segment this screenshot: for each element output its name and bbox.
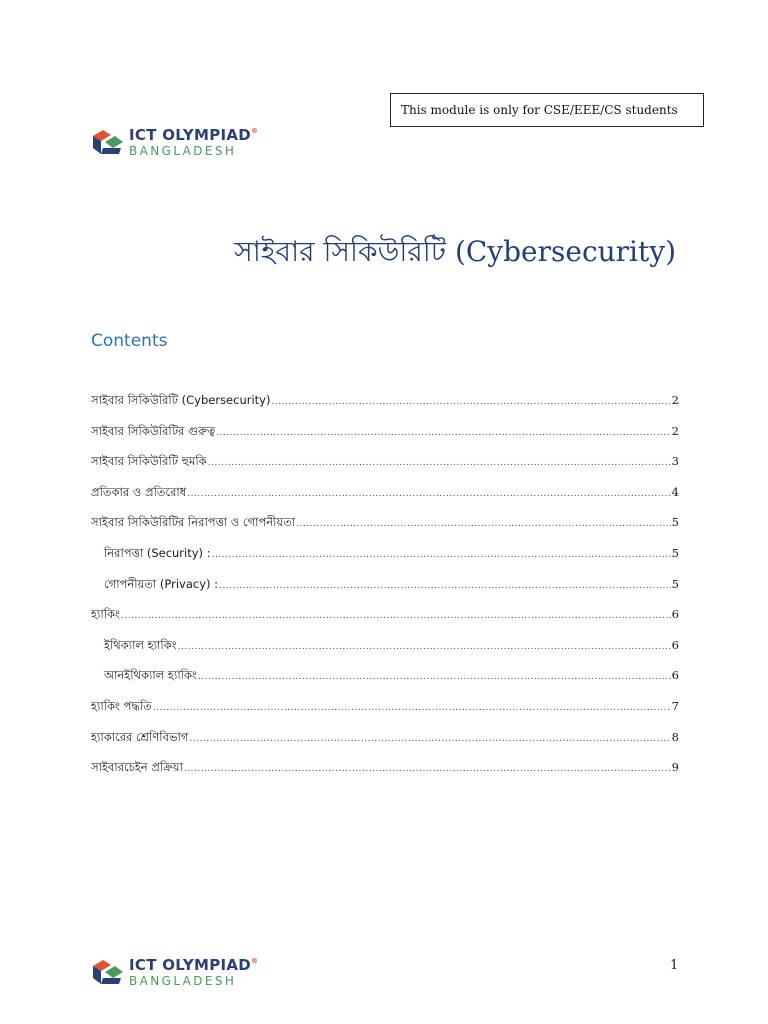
toc-entry[interactable] <box>91 484 679 515</box>
toc-entry-page: 7 <box>671 698 679 713</box>
toc-entry-label: হ্যাকিং <box>91 607 120 622</box>
toc-entry[interactable] <box>91 453 679 484</box>
module-notice-box: This module is only for CSE/EEE/CS students <box>390 93 704 127</box>
ict-olympiad-logo-icon <box>91 956 125 988</box>
toc-entry[interactable] <box>91 759 679 790</box>
toc-entry-label: গোপনীয়তা (Privacy) : <box>104 576 219 591</box>
ict-olympiad-logo-icon <box>91 126 125 158</box>
toc-entry-label: সাইবারচেইন প্রক্রিয়া <box>91 760 183 775</box>
toc-leader-dots <box>198 672 671 682</box>
toc-entry[interactable] <box>91 698 679 729</box>
footer-logo <box>91 956 258 988</box>
toc-entry-page: 5 <box>671 576 679 591</box>
toc-entry-page: 5 <box>671 515 679 530</box>
toc-leader-dots <box>208 458 671 468</box>
toc-leader-dots <box>219 581 671 591</box>
toc-entry-label: সাইবার সিকিউরিটি হুমকি <box>91 454 207 469</box>
toc-entry-label: হ্যাকিং পদ্ধতি <box>91 698 152 713</box>
toc-entry[interactable] <box>91 637 679 668</box>
table-of-contents <box>91 392 679 790</box>
toc-leader-dots <box>121 611 671 621</box>
toc-entry[interactable] <box>91 392 679 423</box>
logo-title: ICT OLYMPIAD® <box>129 125 259 144</box>
toc-entry-label: সাইবার সিকিউরিটির নিরাপত্তা ও গোপনীয়তা <box>91 515 296 530</box>
toc-entry-page: 6 <box>671 637 679 652</box>
toc-entry-page: 6 <box>671 607 679 622</box>
toc-entry[interactable] <box>91 545 679 576</box>
toc-entry[interactable] <box>91 514 679 545</box>
logo-title: ICT OLYMPIAD® <box>129 955 259 974</box>
toc-entry-label: প্রতিকার ও প্রতিরোধ <box>91 484 187 499</box>
toc-leader-dots <box>184 764 671 774</box>
logo-subtitle: BANGLADESH <box>129 973 237 988</box>
toc-entry[interactable] <box>91 576 679 607</box>
toc-entry-page: 6 <box>671 668 679 683</box>
toc-entry-page: 3 <box>671 454 679 469</box>
toc-entry-label: সাইবার সিকিউরিটির গুরুত্ব <box>91 423 216 438</box>
toc-leader-dots <box>187 489 670 499</box>
toc-entry-page: 9 <box>671 760 679 775</box>
header-logo <box>91 126 258 158</box>
toc-entry-label: ইথিক্যাল হ্যাকিং <box>104 637 177 652</box>
contents-heading: Contents <box>91 331 168 351</box>
toc-entry[interactable] <box>91 729 679 760</box>
toc-entry-label: হ্যাকারের শ্রেণিবিভাগ <box>91 729 189 744</box>
toc-leader-dots <box>296 519 671 529</box>
logo-subtitle: BANGLADESH <box>129 143 237 158</box>
toc-entry-label: নিরাপত্তা (Security) : <box>104 545 211 560</box>
toc-leader-dots <box>189 734 670 744</box>
page-number: 1 <box>670 958 679 973</box>
toc-entry[interactable] <box>91 667 679 698</box>
toc-entry-page: 2 <box>671 423 679 438</box>
document-title: সাইবার সিকিউরিটি (Cybersecurity) <box>234 235 676 268</box>
toc-leader-dots <box>153 703 671 713</box>
toc-entry-page: 5 <box>671 545 679 560</box>
toc-leader-dots <box>216 428 671 438</box>
toc-leader-dots <box>271 397 670 407</box>
toc-entry-page: 4 <box>671 484 679 499</box>
toc-leader-dots <box>178 642 671 652</box>
toc-leader-dots <box>212 550 671 560</box>
toc-entry-page: 2 <box>671 393 679 407</box>
toc-entry-label: আনইথিক্যাল হ্যাকিং <box>104 668 197 683</box>
toc-entry[interactable] <box>91 606 679 637</box>
toc-entry-page: 8 <box>671 729 679 744</box>
toc-entry-label: সাইবার সিকিউরিটি (Cybersecurity) <box>91 393 271 407</box>
toc-entry[interactable] <box>91 423 679 454</box>
